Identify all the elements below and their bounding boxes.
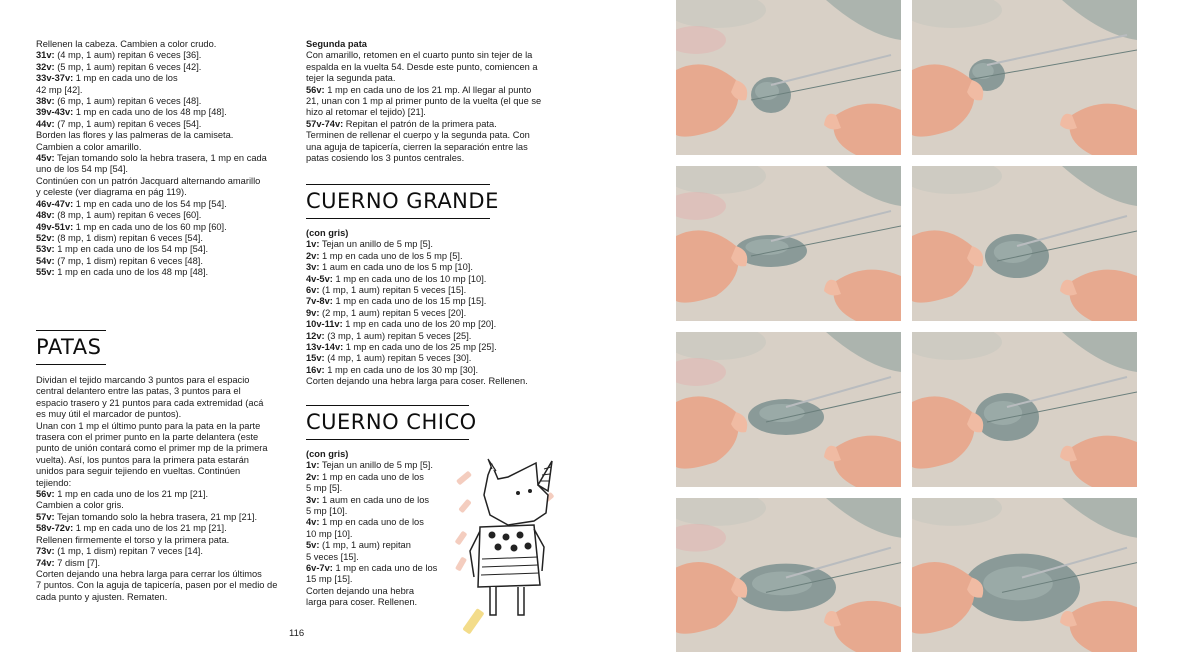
instruction-line	[36, 455, 298, 466]
instruction-line	[36, 375, 298, 386]
instruction-line	[36, 267, 298, 278]
cuerno-chico-instructions	[306, 460, 456, 608]
instruction-text: Tejan tomando solo la hebra trasera, 1 mp en cada	[54, 153, 267, 164]
instruction-text: central delantero entre las patas, 3 puntos para el	[36, 386, 241, 397]
instruction-text: Rellenen la cabeza. Cambien a color crudo.	[36, 39, 217, 49]
instruction-text: 1 mp en cada uno de los 54 mp [54].	[73, 198, 227, 209]
cuerno-grande-heading	[306, 184, 499, 219]
instruction-line	[306, 472, 456, 483]
instruction-text: Tejan un anillo de 5 mp [5].	[319, 460, 433, 471]
round-label: 6v-7v:	[306, 563, 333, 574]
instruction-text: y celeste (ver diagrama en pág 119).	[36, 187, 187, 198]
instruction-line	[36, 256, 298, 267]
instruction-text: es muy útil el marcador de puntos).	[36, 409, 182, 420]
photo-step-7	[676, 498, 901, 652]
instruction-text: Corten dejando una hebra	[306, 585, 415, 596]
round-label: 9v:	[306, 307, 320, 318]
round-label: 15v:	[306, 353, 325, 364]
round-label: 3v:	[306, 494, 320, 505]
round-label: 31v:	[36, 50, 55, 61]
instruction-line	[36, 50, 298, 61]
instruction-text: Cambien a color gris.	[36, 500, 124, 511]
round-label: 52v:	[36, 232, 55, 243]
round-label: 33v-37v:	[36, 73, 74, 84]
instruction-text: patas cosiendo los 3 puntos centrales.	[306, 153, 465, 164]
instruction-text: 5 veces [15].	[306, 551, 359, 562]
instruction-text: tejiendo:	[36, 477, 72, 488]
instruction-line	[36, 409, 298, 420]
instruction-line	[306, 107, 566, 118]
instruction-line	[36, 199, 298, 210]
round-label: 44v:	[36, 118, 55, 129]
instruction-text: cada punto y ajusten. Rematen.	[36, 591, 168, 602]
heading-rule-bottom	[306, 218, 490, 219]
instruction-line	[306, 296, 568, 307]
instruction-line	[36, 142, 298, 153]
instruction-text: espacio trasero y 21 puntos para cada extremidad (acá	[36, 397, 264, 408]
instruction-text: 1 mp en cada uno de los	[332, 563, 438, 574]
round-label: 57v:	[36, 511, 55, 522]
round-label: 1v:	[306, 239, 320, 250]
heading-rule-bottom	[306, 439, 469, 440]
instruction-line	[306, 552, 456, 563]
instruction-line	[306, 119, 566, 130]
round-label: 7v-8v:	[306, 296, 333, 307]
instruction-line	[306, 262, 568, 273]
photo-step-1	[676, 0, 901, 155]
instruction-text: 5 mp [5].	[306, 483, 343, 494]
instruction-line	[36, 233, 298, 244]
instruction-line	[306, 85, 566, 96]
instruction-text: Tejan tomando solo la hebra trasera, 21 mp [21].	[54, 511, 258, 522]
instruction-text: 1 mp en cada uno de los 30 mp [30].	[324, 364, 479, 375]
round-label: 10v-11v:	[306, 319, 343, 330]
round-label: 58v-72v:	[36, 523, 74, 534]
instruction-text: Tejan un anillo de 5 mp [5].	[319, 239, 433, 250]
instruction-text: 10 mp [10].	[306, 528, 353, 539]
round-label: 48v:	[36, 210, 55, 221]
instruction-line	[36, 398, 298, 409]
instruction-text: 1 mp en cada uno de los 10 mp [10].	[332, 273, 487, 284]
cuerno-grande-section	[306, 228, 568, 388]
instruction-text: 1 mp en cada uno de los 21 mp [21].	[54, 489, 209, 500]
rhino-illustration	[448, 455, 568, 645]
instruction-text: 21, unan con 1 mp al primer punto de la vuelta (el que se	[306, 96, 542, 107]
instruction-text: 1 mp en cada uno de los 20 mp [20].	[342, 319, 497, 330]
instruction-text: hizo al retomar el tejido) [21].	[306, 107, 426, 118]
round-label: 74v:	[36, 557, 55, 568]
instruction-text: Cambien a color amarillo.	[36, 141, 142, 152]
round-label: 54v:	[36, 255, 55, 266]
instruction-text: 1 mp en cada uno de los 48 mp [48].	[54, 267, 209, 278]
instruction-line	[36, 386, 298, 397]
instruction-line	[36, 187, 298, 198]
photo-step-3	[676, 166, 901, 321]
instruction-text: 1 aum en cada uno de los	[319, 494, 430, 505]
instructions-column-top	[36, 39, 298, 279]
instruction-line	[306, 574, 456, 585]
instruction-line	[36, 96, 298, 107]
instruction-text: trasera con el primer punto en la parte delantera (este	[36, 432, 259, 443]
instruction-line	[36, 535, 298, 546]
instruction-line	[36, 421, 298, 432]
instruction-line	[306, 142, 566, 153]
instruction-text: 7 puntos. Con la aguja de tapicería, pasen por el medio de	[36, 580, 278, 591]
patas-heading	[36, 330, 106, 365]
round-label: 4v:	[306, 517, 320, 528]
instruction-text: (5 mp, 1 aum) repitan 6 veces [42].	[54, 61, 202, 72]
instruction-text: Unan con 1 mp el último punto para la pata en la parte	[36, 420, 261, 431]
instruction-text: 1 mp en cada uno de los 48 mp [48].	[73, 107, 227, 118]
segunda-pata-instructions	[306, 50, 566, 164]
instruction-line	[36, 130, 298, 141]
photo-step-6	[912, 332, 1137, 487]
photo-step-5	[676, 332, 901, 487]
round-label: 2v:	[306, 250, 320, 261]
instruction-line	[306, 540, 456, 551]
round-label: 2v:	[306, 471, 320, 482]
instruction-line	[306, 153, 566, 164]
instruction-line	[36, 466, 298, 477]
cuerno-grande-subtitle: (con gris)	[306, 228, 349, 238]
rhino-drawing	[448, 455, 568, 645]
round-label: 57v-74v:	[306, 118, 344, 129]
instruction-text: una aguja de tapicería, cierren la separación entre las	[306, 141, 528, 152]
instruction-line	[306, 130, 566, 141]
round-label: 56v:	[306, 84, 325, 95]
round-label: 45v:	[36, 153, 55, 164]
instruction-text: tejer la segunda pata.	[306, 73, 396, 84]
round-label: 73v:	[36, 546, 55, 557]
instruction-text: 1 mp en cada uno de los 25 mp [25].	[343, 342, 497, 353]
instruction-line	[306, 517, 456, 528]
instruction-text: 1 mp en cada uno de los 60 mp [60].	[73, 221, 227, 232]
instruction-line	[306, 251, 568, 262]
cuerno-chico-heading	[306, 405, 477, 440]
instruction-line	[306, 308, 568, 319]
instruction-text: 1 mp en cada uno de los	[319, 471, 424, 482]
instruction-line	[36, 244, 298, 255]
instruction-line	[306, 239, 568, 250]
instruction-line	[36, 489, 298, 500]
instruction-text: (4 mp, 1 aum) repitan 5 veces [30].	[324, 353, 472, 364]
instruction-line	[36, 119, 298, 130]
round-label: 32v:	[36, 61, 55, 72]
instruction-text: 7 dism [7].	[54, 557, 101, 568]
instruction-text: espalda en la vuelta 54. Desde este punto, comiencen a	[306, 61, 538, 72]
instruction-text: 1 mp en cada uno de los 5 mp [5].	[319, 250, 463, 261]
patas-instructions	[36, 375, 298, 603]
instruction-line	[36, 580, 298, 591]
instruction-text: 1 mp en cada uno de los	[73, 73, 178, 84]
instruction-line	[36, 222, 298, 233]
instruction-text: Corten dejando una hebra larga para cerrar los últimos	[36, 568, 262, 579]
instruction-text: (4 mp, 1 aum) repitan 6 veces [36].	[54, 50, 202, 61]
instruction-text: (8 mp, 1 dism) repitan 6 veces [54].	[54, 232, 203, 243]
round-label: 39v-43v:	[36, 107, 74, 118]
patas-title: PATAS	[36, 335, 102, 359]
instruction-text: 1 mp en cada uno de los 21 mp [21].	[73, 523, 227, 534]
instruction-text: Dividan el tejido marcando 3 puntos para el espacio	[36, 375, 250, 385]
photo-step-4	[912, 166, 1137, 321]
segunda-pata-section	[306, 39, 566, 164]
round-label: 56v:	[36, 489, 55, 500]
instruction-text: vuelta). Así, los puntos para la primera pata estarán	[36, 454, 249, 465]
round-label: 13v-14v:	[306, 342, 344, 353]
instruction-line	[36, 432, 298, 443]
instruction-text: Con amarillo, retomen en el cuarto punto sin tejer de la	[306, 50, 533, 61]
photo-step-8	[912, 498, 1137, 652]
instruction-line	[36, 164, 298, 175]
instruction-text: Corten dejando una hebra larga para coser. Rellenen.	[306, 376, 528, 387]
instruction-text: 1 mp en cada uno de los 54 mp [54].	[54, 244, 209, 255]
instruction-text: (1 mp, 1 dism) repitan 7 veces [14].	[54, 546, 203, 557]
instruction-text: Borden las flores y las palmeras de la camiseta.	[36, 130, 234, 141]
instruction-text: (1 mp, 1 aum) repitan 5 veces [15].	[319, 285, 467, 296]
instruction-line	[36, 592, 298, 603]
instruction-text: 5 mp [10].	[306, 506, 348, 517]
round-label: 6v:	[306, 285, 320, 296]
instruction-line	[36, 523, 298, 534]
round-label: 38v:	[36, 96, 55, 107]
round-label: 12v:	[306, 330, 325, 341]
instruction-text: (1 mp, 1 aum) repitan	[319, 540, 411, 551]
instruction-text: uno de los 54 mp [54].	[36, 164, 128, 175]
cuerno-chico-title: CUERNO CHICO	[306, 410, 477, 434]
instruction-line	[306, 529, 456, 540]
round-label: 53v:	[36, 244, 55, 255]
instruction-line	[306, 342, 568, 353]
instruction-line	[306, 353, 568, 364]
page-number: 116	[289, 628, 305, 639]
round-label: 55v:	[36, 267, 55, 278]
instruction-line	[306, 495, 456, 506]
instruction-text: (7 mp, 1 dism) repitan 6 veces [48].	[54, 255, 203, 266]
instruction-text: Rellenen firmemente el torso y la primera pata.	[36, 534, 230, 545]
instruction-text: punto de unión contará como el primer mp de la primera	[36, 443, 268, 454]
instruction-line	[306, 96, 566, 107]
instruction-text: larga para coser. Rellenen.	[306, 597, 418, 608]
instruction-line	[36, 85, 298, 96]
instruction-line	[306, 73, 566, 84]
instruction-line	[306, 483, 456, 494]
instruction-line	[306, 50, 566, 61]
instruction-line	[36, 73, 298, 84]
instruction-line	[306, 376, 568, 387]
cuerno-chico-section	[306, 449, 456, 609]
round-label: 5v:	[306, 540, 320, 551]
instruction-line	[36, 153, 298, 164]
instruction-line	[306, 285, 568, 296]
instruction-text: 15 mp [15].	[306, 574, 353, 585]
round-label: 46v-47v:	[36, 198, 74, 209]
instruction-text: Continúen con un patrón Jacquard alternando amarillo	[36, 175, 261, 186]
segunda-pata-title: Segunda pata	[306, 39, 367, 49]
instruction-line	[36, 210, 298, 221]
instruction-text: Repitan el patrón de la primera pata.	[343, 118, 497, 129]
round-label: 4v-5v:	[306, 273, 333, 284]
instruction-line	[36, 39, 298, 50]
instruction-line	[306, 331, 568, 342]
heading-rule-bottom	[36, 364, 106, 365]
right-page	[670, 0, 1191, 652]
instruction-text: 42 mp [42].	[36, 84, 83, 95]
instruction-line	[36, 107, 298, 118]
instruction-text: (2 mp, 1 aum) repitan 5 veces [20].	[319, 307, 467, 318]
instruction-text: (6 mp, 1 aum) repitan 6 veces [48].	[54, 96, 202, 107]
instruction-line	[36, 478, 298, 489]
instruction-line	[306, 62, 566, 73]
photo-step-2	[912, 0, 1137, 155]
instruction-line	[36, 546, 298, 557]
round-label: 49v-51v:	[36, 221, 74, 232]
instruction-line	[306, 274, 568, 285]
instruction-line	[36, 558, 298, 569]
instruction-text: (3 mp, 1 aum) repitan 5 veces [25].	[324, 330, 472, 341]
instruction-line	[36, 512, 298, 523]
instruction-line	[36, 569, 298, 580]
instruction-line	[36, 62, 298, 73]
round-label: 16v:	[306, 364, 325, 375]
round-label: 3v:	[306, 262, 320, 273]
cuerno-grande-instructions	[306, 239, 568, 387]
instruction-line	[306, 597, 456, 608]
instruction-line	[306, 460, 456, 471]
instruction-line	[306, 563, 456, 574]
instruction-line	[36, 176, 298, 187]
instruction-text: (7 mp, 1 aum) repitan 6 veces [54].	[54, 118, 202, 129]
cuerno-chico-subtitle: (con gris)	[306, 449, 349, 459]
round-label: 1v:	[306, 460, 320, 471]
cuerno-grande-title: CUERNO GRANDE	[306, 189, 499, 213]
instruction-line	[306, 586, 456, 597]
instruction-text: 1 mp en cada uno de los 21 mp. Al llegar al punto	[324, 84, 532, 95]
instruction-line	[306, 506, 456, 517]
instruction-line	[36, 443, 298, 454]
instruction-text: 1 aum en cada uno de los 5 mp [10].	[319, 262, 473, 273]
instruction-text: Terminen de rellenar el cuerpo y la segunda pata. Con	[306, 130, 530, 141]
instruction-text: (8 mp, 1 aum) repitan 6 veces [60].	[54, 210, 202, 221]
instruction-text: 1 mp en cada uno de los 15 mp [15].	[332, 296, 487, 307]
instruction-line	[306, 319, 568, 330]
instruction-line	[36, 500, 298, 511]
instruction-text: 1 mp en cada uno de los	[319, 517, 424, 528]
instruction-line	[306, 365, 568, 376]
instruction-text: unidos para seguir tejiendo en vueltas. Continúen	[36, 466, 241, 477]
